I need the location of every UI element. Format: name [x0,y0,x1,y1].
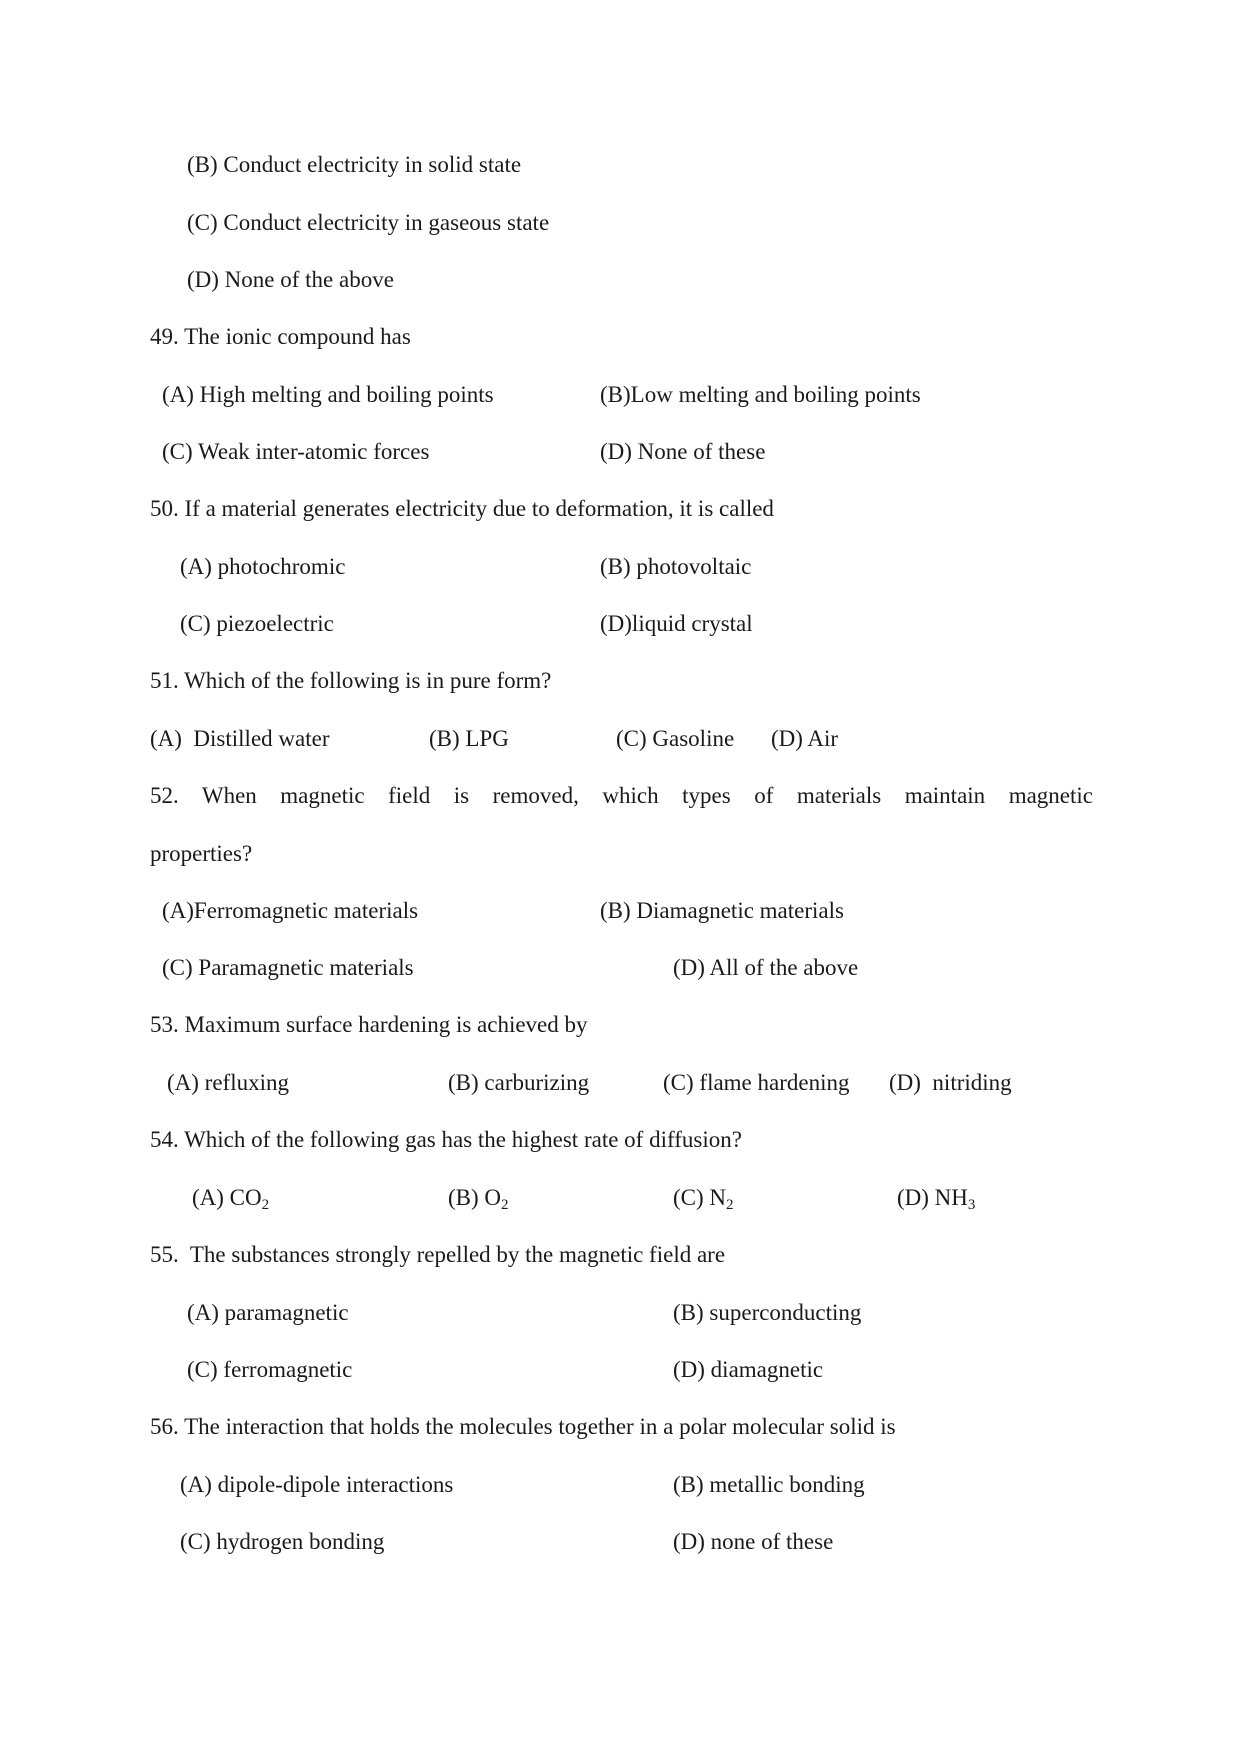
q53-option-c: (C) flame hardening [663,1070,850,1095]
q56-question: 56. The interaction that holds the molecules together in a polar molecular solid is [150,1414,896,1439]
q54-question: 54. Which of the following gas has the highest rate of diffusion? [150,1127,742,1152]
q54-option-b: (B) $O_2$ [448,1185,509,1213]
q54-option-d: (D) $NH_3$ [897,1185,976,1213]
q55-option-c: (C) ferromagnetic [187,1357,353,1382]
q53-option-a: (A) refluxing [167,1070,289,1095]
q56-option-d: (D) none of these [673,1529,834,1554]
q56-option-c: (C) hydrogen bonding [180,1529,385,1554]
q50-option-a: (A) photochromic [180,554,346,579]
q49-option-a: (A) High melting and boiling points [162,382,494,407]
q49-option-d: (D) None of these [600,439,766,464]
q54-option-c: (C) $N_2$ [673,1185,734,1213]
q48-option-b: (B) Conduct electricity in solid state [187,152,522,177]
q55-option-b: (B) superconducting [673,1300,862,1325]
q50-option-d: (D)liquid crystal [600,611,753,636]
q51-option-d: (D) Air [771,726,839,751]
q52-option-d: (D) All of the above [673,955,859,980]
q53-option-b: (B) carburizing [448,1070,590,1095]
q48-option-c: (C) Conduct electricity in gaseous state [187,210,550,235]
q54-option-a: (A) $CO_2$ [192,1185,270,1213]
q51-option-c: (C) Gasoline [616,726,735,751]
q55-question: 55. The substances strongly repelled by the magnetic field are [150,1242,726,1267]
q52-option-c: (C) Paramagnetic materials [162,955,414,980]
q52-question-line2: properties? [150,841,253,866]
q50-question: 50. If a material generates electricity due to deformation, it is called [150,496,774,521]
q52-option-a: (A)Ferromagnetic materials [162,898,419,923]
q52-option-b: (B) Diamagnetic materials [600,898,844,923]
q55-option-a: (A) paramagnetic [187,1300,349,1325]
q49-question: 49. The ionic compound has [150,324,411,349]
q52-question-line1: 52. When magnetic field is removed, which types of materials maintain magnetic [150,783,1093,808]
q55-option-d: (D) diamagnetic [673,1357,824,1382]
q49-option-c: (C) Weak inter-atomic forces [162,439,430,464]
q51-question: 51. Which of the following is in pure form? [150,668,552,693]
q56-option-a: (A) dipole-dipole interactions [180,1472,454,1497]
q49-option-b: (B)Low melting and boiling points [600,382,921,407]
q50-option-b: (B) photovoltaic [600,554,752,579]
q53-option-d: (D) nitriding [889,1070,1012,1095]
q51-option-a: (A) Distilled water [150,726,330,751]
q50-option-c: (C) piezoelectric [180,611,334,636]
q56-option-b: (B) metallic bonding [673,1472,865,1497]
q48-option-d: (D) None of the above [187,267,394,292]
q53-question: 53. Maximum surface hardening is achieved by [150,1012,588,1037]
q51-option-b: (B) LPG [429,726,509,751]
